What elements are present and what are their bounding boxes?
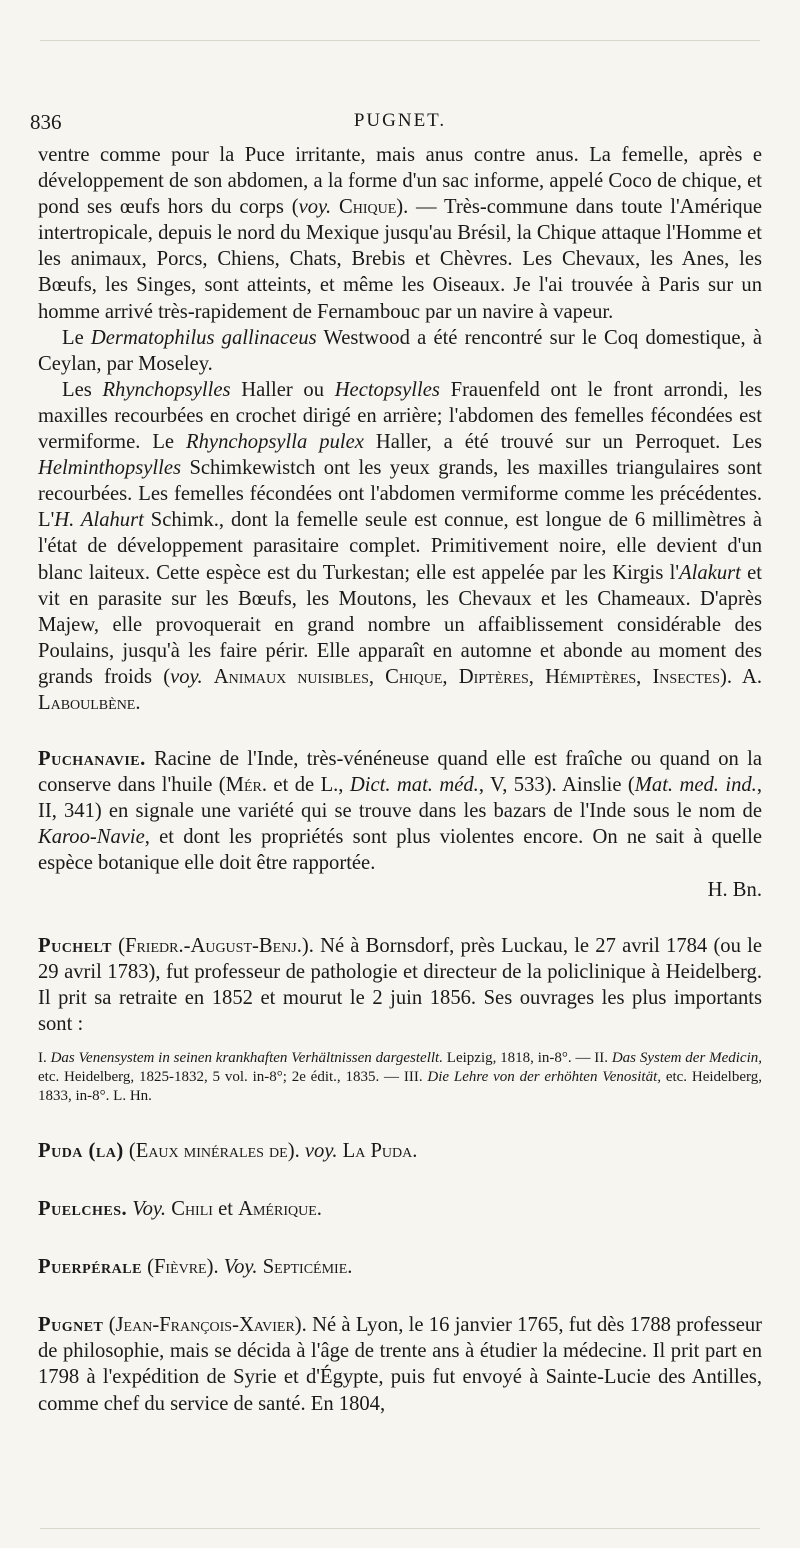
entry-puda: Puda (la) (Eaux minérales de). voy. La Puda. — [38, 1140, 418, 1162]
entry-puchanavie: Puchanavie. Racine de l'Inde, très-vénéneuse quand elle est fraîche ou quand on la conserve dans l'huile (Mér. et de L., Dict. mat. méd., V, 533). Ainslie (Mat. med. ind., II, 341) en signale une variété qui se trouve dans les bazars de l'Inde sous le nom de Karoo-Navie, et dont les propriétés sont plus violentes encore. On ne sait à quelle espèce botanique elle doit être rapportée. — [38, 748, 762, 875]
entry-pugnet: Pugnet (Jean-François-Xavier). Né à Lyon, le 16 janvier 1765, fut dès 1788 professeur de philosophie, mais se décida à l'âge de trente ans à étudier la médecine. Il prit part en 1798 à l'expédition de Syrie et d'Égypte, puis fut envoyé à Sainte-Lucie des Antilles, comme chef du service de santé. En 1804, — [38, 1314, 762, 1415]
entry-puelches: Puelches. Voy. Chili et Amérique. — [38, 1198, 322, 1221]
bibliography: I. Das Venensystem in seinen krankhaften Verhältnissen dargestellt. Leipzig, 1818, in-8°. — II. Das System der Medicin, etc. Heidelberg, 1825-1832, 5 vol. in-8°; 2e édit., 1835. — III. Die Lehre von der erhöhten Venosität, etc. Heidelberg, 1833, in-8°. L. Hn. — [38, 1050, 763, 1104]
page-body — [38, 142, 762, 1417]
headword: Puerpérale — [38, 1256, 142, 1279]
headword: Puda (la) — [38, 1140, 124, 1162]
paragraph-chique: ventre comme pour la Puce irritante, mais anus contre anus. La femelle, après e développement de son abdomen, a la forme d'un sac informe, appelé Coco de chique, et pond ses œufs hors du corps (voy. Chique). — Très-commune dans toute l'Amérique intertropicale, depuis le nord du Mexique jusqu'au Brésil, la Chique attaque l'Homme et les animaux, Porcs, Chiens, Chats, Brebis et Chèvres. Les Chevaux, les Anes, les Bœufs, les Singes, sont atteints, et même les Oiseaux. Je l'ai trouvée à Paris sur un homme arrivé très-rapidement de Fernambouc par un navire à vapeur. — [38, 144, 763, 323]
headword: Puelches. — [38, 1198, 128, 1221]
paragraph-dermatophilus: Le Dermatophilus gallinaceus Westwood a été rencontré sur le Coq domestique, à Ceylan, par Moseley. — [38, 326, 762, 375]
top-rule — [40, 40, 760, 41]
author-signature: L. Hn. — [113, 1088, 152, 1104]
headword: Puchelt — [38, 934, 112, 957]
author-signature: H. Bn. — [707, 878, 762, 901]
headword: Pugnet — [38, 1314, 104, 1337]
paragraph-rhynchopsylles: Les Rhynchopsylles Haller ou Hectopsylles Frauenfeld ont le front arrondi, les maxilles recourbées en crochet dirigé en arrière; l'abdomen des femelles fécondées est vermiforme. Le Rhynchopsylla pulex Haller, a été trouvé sur un Perroquet. Les Helminthopsylles Schimkewistch ont les yeux grands, les maxilles triangulaires sont recourbées. Les femelles fécondées ont l'abdomen vermiforme comme les précédentes. L'H. Alahurt Schimk., dont la femelle seule est connue, est longue de 6 millimètres à l'état de développement parasitaire complet. Primitivement noire, elle devient d'un blanc laiteux. Cette espèce est du Turkestan; elle est appelée par les Kirgis l'Alakurt et vit en parasite sur les Bœufs, les Moutons, les Chevaux et les Chameaux. D'après Majew, elle provoquerait en grand nombre un affaiblissement considérable des Poulains, jusqu'à les faire périr. Elle apparaît en automne et abonde au moment des grands froids (voy. Animaux nuisibles, Chique, Diptères, Hémiptères, Insectes). A. Laboulbène. — [38, 378, 762, 714]
page-header — [30, 110, 770, 140]
author-signature: Laboulbène. — [38, 691, 141, 714]
bottom-rule — [40, 1528, 760, 1529]
entry-puchelt: Puchelt (Friedr.-August-Benj.). Né à Bornsdorf, près Luckau, le 27 avril 1784 (ou le 29 avril 1783), fut professeur de pathologie et directeur de la policlinique à Heidelberg. Il prit sa retraite en 1852 et mourut le 2 juin 1856. Ses ouvrages les plus importants sont : — [38, 934, 762, 1035]
entry-puerperale: Puerpérale (Fièvre). Voy. Septicémie. — [38, 1256, 353, 1279]
page-number: 836 — [30, 110, 62, 134]
running-head: PUGNET. — [353, 110, 447, 131]
headword: Puchanavie. — [38, 748, 146, 771]
